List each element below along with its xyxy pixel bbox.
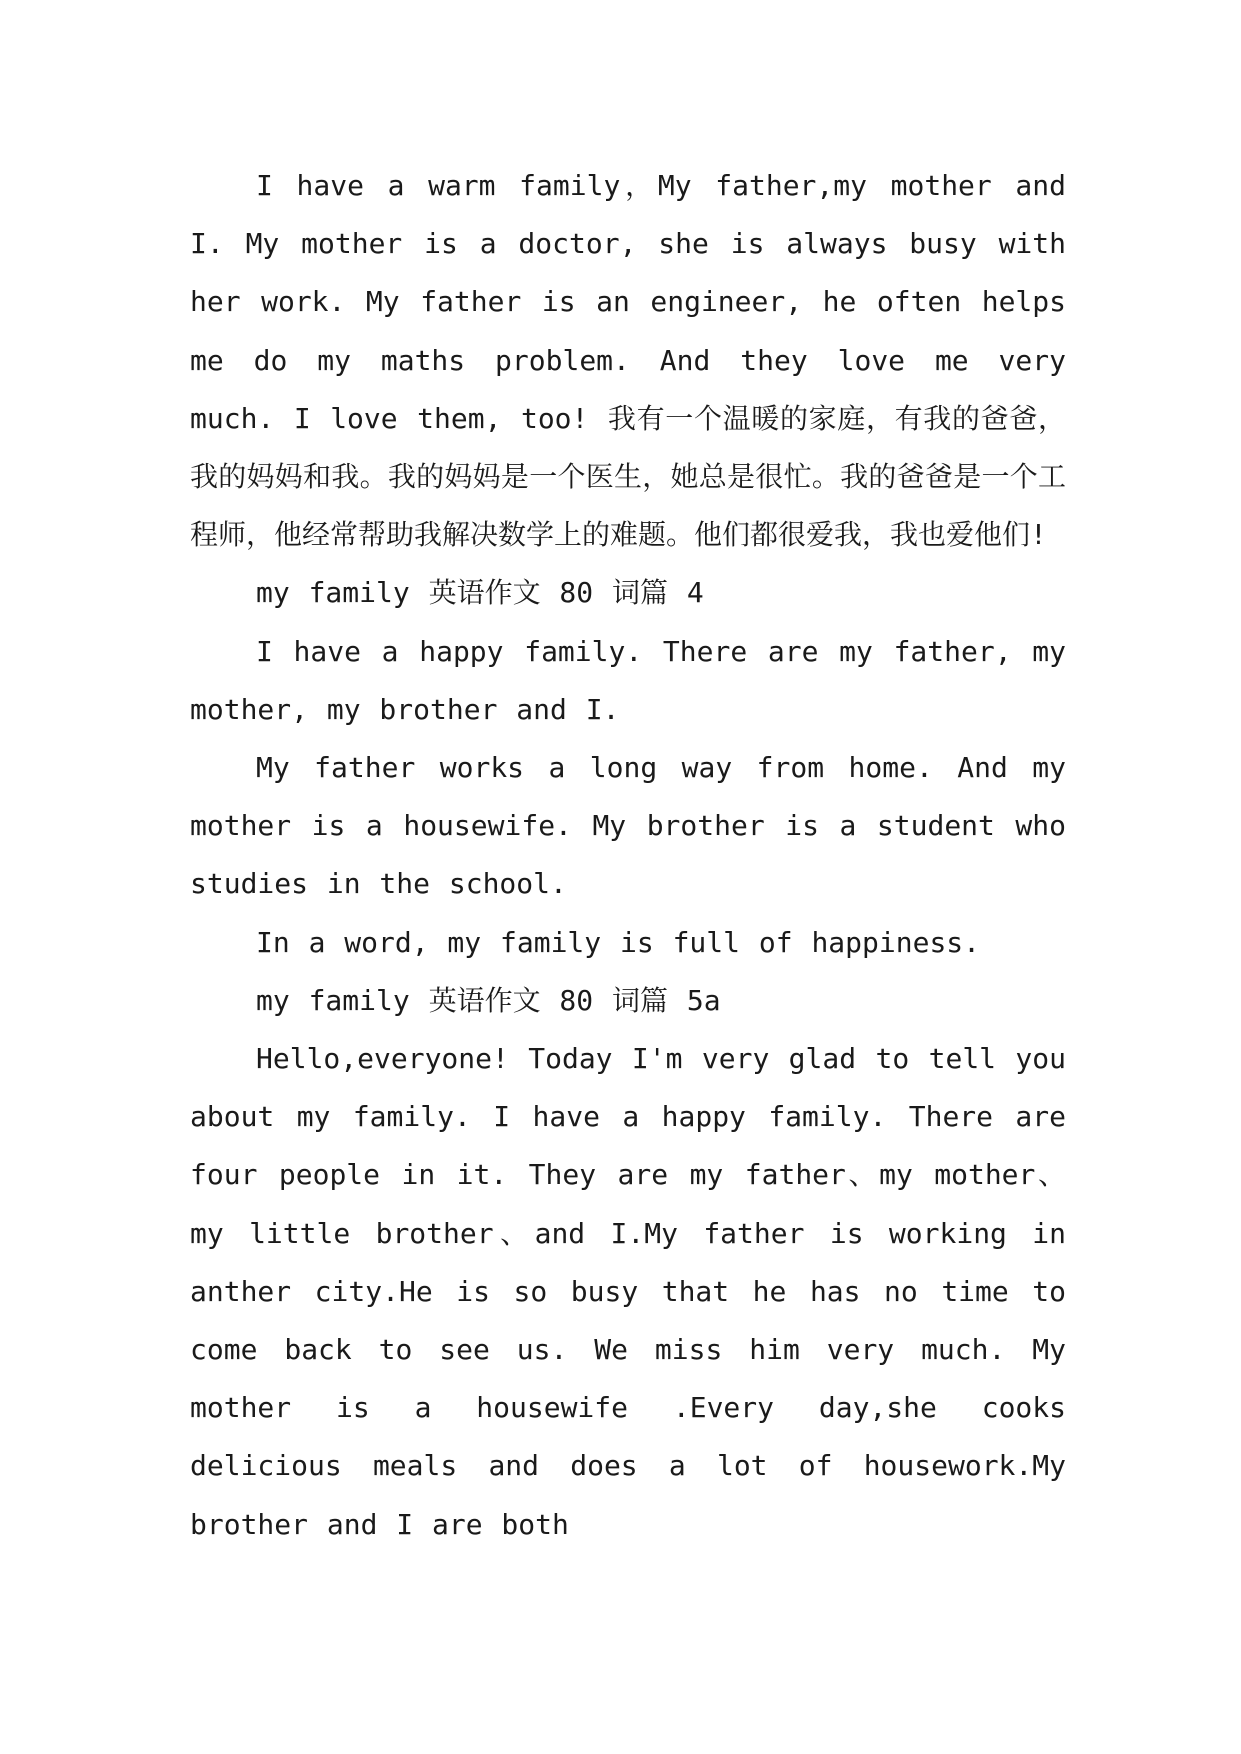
paragraph-warm-family: I have a warm family，My father,my mother and I. My mother is a doctor, she is always busy with her work. My father is an engineer, he often helps me do my maths problem. And they love me very much. I love them, too! 我有一个温暖的家庭，有我的爸爸，我的妈妈和我。我的妈妈是一个医生，她总是很忙。我的爸爸是一个工程师，他经常帮助我解决数学上的难题。他们都很爱我，我也爱他们! [190,169,1066,552]
document-body [190,157,1066,1554]
paragraph-conclusion: In a word, my family is full of happiness. [256,925,981,959]
section-heading-5a: my family 英语作文 80 词篇 5a [256,983,721,1017]
paragraph-happy-family: I have a happy family. There are my father, my mother, my brother and I. [190,634,1066,726]
section-heading-4: my family 英语作文 80 词篇 4 [256,576,704,610]
paragraph-father-works: My father works a long way from home. And my mother is a housewife. My brother is a student who studies in the school. [190,751,1066,901]
paragraph-hello-everyone: Hello,everyone! Today I'm very glad to tell you about my family. I have a happy family. There are four people in it. They are my father、my mother、my little brother、and I.My father is working in anther city.He is so busy that he has no time to come back to see us. We miss him very much. My mother is a housewife .Every day,she cooks delicious meals and does a lot of housework.My brother and I are both [190,1042,1066,1541]
